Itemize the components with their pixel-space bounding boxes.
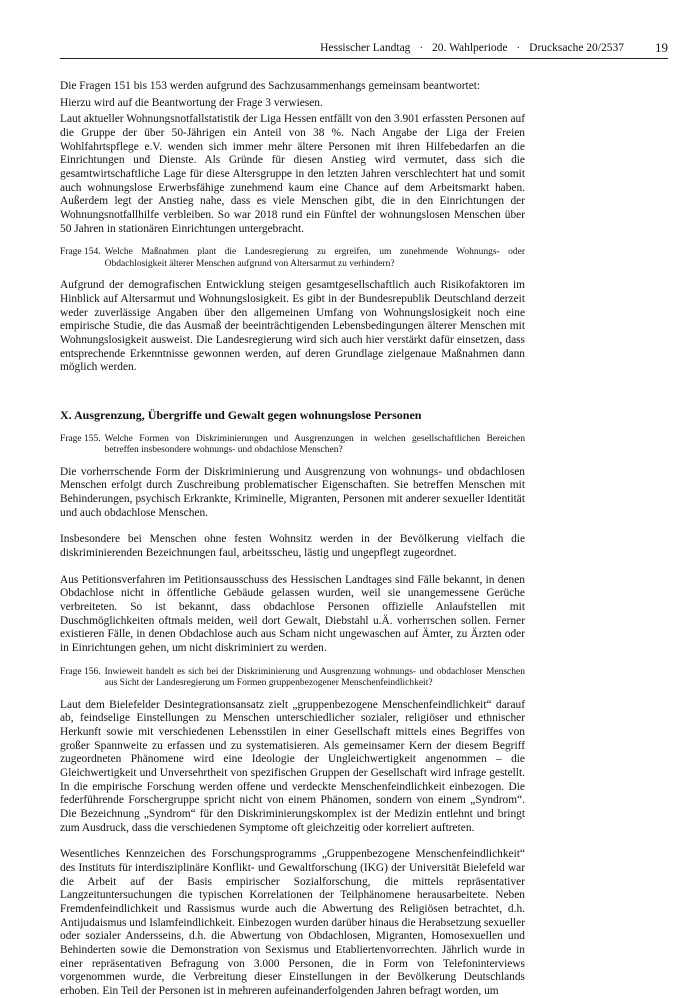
question-text: Welche Formen von Diskriminierungen und Ausgrenzungen in welchen gesellschaftlichen Bereichen betreffen insbesondere wohnungs- und obdachlose Menschen? [104, 433, 525, 456]
paragraph: Aufgrund der demografischen Entwicklung steigen gesamtgesellschaftlich auch Risikofaktoren im Hinblick auf Altersarmut und Wohnungslosigkeit. Es gibt in der Bundesrepublik Deutschland derzeit weder zuverlässige Angaben über den allgemeinen Umfang von Wohnungslosigkeit noch eine empirische Studie, die das Ausmaß der beeinträchtigenden Lebensbedingungen älterer Menschen mit Wohnungslosigkeit ausweist. Die Landesregierung wird sich auch hier verstärkt dafür einsetzen, dass entsprechende Erkenntnisse gewonnen werden, auf deren Grundlage zielgenaue Maßnahmen dann möglich werden. [60, 279, 525, 374]
question-text: Inwieweit handelt es sich bei der Diskriminierung und Ausgrenzung wohnungs- und obdachloser Menschen aus Sicht der Landesregierung um Formen gruppenbezogener Menschenfeindlichkeit? [104, 666, 525, 689]
document-body [60, 80, 525, 998]
page-header [60, 40, 668, 60]
section-heading: X. Ausgrenzung, Übergriffe und Gewalt gegen wohnungslose Personen [60, 407, 422, 422]
header-source: Hessischer Landtag [320, 42, 411, 54]
question-label: Frage 155. [60, 433, 101, 444]
question-label: Frage 156. [60, 666, 101, 677]
question-155 [60, 434, 525, 457]
header-separator: · [516, 42, 521, 54]
question-text: Welche Maßnahmen plant die Landesregierung zu ergreifen, um zunehmende Wohnungs- oder Obdachlosigkeit älterer Menschen aufgrund von Altersarmut zu verhindern? [104, 247, 525, 269]
page-number: 19 [655, 40, 668, 55]
paragraph: Die vorherrschende Form der Diskriminierung und Ausgrenzung von wohnungs- und obdachlosen Menschen erfolgt durch Zuschreibung problematischer Eigenschaften. Sie betreffen Menschen mit Behinderungen, psychisch Erkrankte, Kriminelle, Migranten, Personen mit anderer sexueller Identität und auch obdachlose Menschen. [60, 465, 525, 519]
header-document-number: Drucksache 20/2537 [529, 42, 624, 54]
question-154 [60, 247, 525, 270]
paragraph: Laut dem Bielefelder Desintegrationsansatz zielt „gruppenbezogene Menschenfeindlichkeit“ darauf ab, feindselige Einstellungen zu Menschen unterschiedlicher sozialer, religiöser und ethnischer Herkunft sowie mit verschiedenen Lebensstilen in einer Gesellschaft mittels eines Begriffes von großer Spannweite zu erfassen und zu systematisieren. Als gemeinsamer Kern der diesem Begriff zugeordneten Phänomene wird eine Ideologie der Ungleichwertigkeit angenommen – die Gleichwertigkeit und Unversehrtheit von spezifischen Gruppen der Gesellschaft wird infrage gestellt. In die empirische Forschung werden offene und verdeckte Menschenfeindlichkeit einbezogen. Die federführende Forschergruppe spricht nicht von einem Phänomen, sondern von einem „Syndrom“. Die Bezeichnung „Syndrom“ für den Diskriminierungskomplex ist der Medizin entlehnt und bringt zum Ausdruck, dass die verschiedenen Symptome oft gleichzeitig oder korreliert auftreten. [60, 698, 525, 834]
header-info [320, 42, 624, 54]
header-divider [60, 58, 668, 59]
paragraph: Die Fragen 151 bis 153 werden aufgrund des Sachzusammenhangs gemeinsam beantwortet: [60, 80, 481, 92]
paragraph: Aus Petitionsverfahren im Petitionsausschuss des Hessischen Landtages sind Fälle bekannt, in denen Obdachlose nicht in öffentliche Gebäude gelassen wurden, weil sie unangemessene Gerüche verbreiteten. So ist bekannt, dass obdachlose Personen offizielle Anlaufstellen mit Duschmöglichkeiten oftmals meiden, weil dort Gewalt, Diebstahl u.Ä. vorherrschen sollen. Ferner existieren Fälle, in denen Obdachlose auch aus Scham nicht ungewaschen auf Ämter, zu Ärzten oder in Einrichtungen gehen, um nicht diskriminiert zu werden. [60, 573, 525, 655]
header-period: 20. Wahlperiode [432, 42, 508, 54]
paragraph: Laut aktueller Wohnungsnotfallstatistik der Liga Hessen entfällt von den 3.901 erfassten Personen auf die Gruppe der über 50-Jährigen ein Anteil von 38 %. Nach Angabe der Liga der Freien Wohlfahrtspflege e.V. wenden sich immer mehr ältere Personen mit ihren Hilfebedarfen an die Einrichtungen und Dienste. Als Gründe für diesen Anstieg wird vermutet, dass sich die gesamtwirtschaftliche Lage für diese Altersgruppe in den letzten Jahren verschlechtert hat und somit auch wohnungslose Erwerbsfähige zunehmend kaum eine Chance auf dem Arbeitsmarkt haben. Außerdem legt der Anstieg nahe, dass es viele Menschen gibt, die in den Einrichtungen der Wohnungsnotfallhilfe verbleiben. So war 2018 rund ein Fünftel der wohnungslosen Menschen über 50 Jahren in stationären Einrichtungen untergebracht. [60, 113, 525, 235]
question-label: Frage 154. [60, 247, 101, 258]
question-156 [60, 667, 525, 690]
paragraph: Insbesondere bei Menschen ohne festen Wohnsitz werden in der Bevölkerung vielfach die diskriminierenden Bezeichnungen faul, arbeitsscheu, lästig und ungepflegt zugeordnet. [60, 533, 525, 560]
paragraph: Wesentliches Kennzeichen des Forschungsprogramms „Gruppenbezogene Menschenfeindlichkeit“ des Instituts für interdisziplinäre Konflikt- und Gewaltforschung (IKG) der Universität Bielefeld war die Arbeit auf der Basis empirischer Sozialforschung, die mittels repräsentativer Langzeituntersuchungen die typischen Korrelationen der Teilphänomene herausarbeitete. Neben Fremdenfeindlichkeit und Rassismus wurde auch die Abwertung des Religiösen betrachtet, d.h. Antijudaismus und Islamfeindlichkeit. Einbezogen wurden darüber hinaus die Herabsetzung sexueller oder sozialer Andersseins, d.h. die Abwertung von Obdachlosen, Migranten, Homosexuellen und Behinderten sowie die Demonstration von Sexismus und Etabliertenvorrechten. Jährlich wurde in einer repräsentativen Befragung von 3.000 Personen, die in Form von Telefoninterviews vorgenommen wurde, die Verbreitung dieser Einstellungen in der Bevölkerung Deutschlands erhoben. Ein Teil der Personen ist in mehreren aufeinanderfolgenden Jahren befragt worden, um [60, 848, 525, 997]
header-separator: · [419, 42, 424, 54]
paragraph: Hierzu wird auf die Beantwortung der Frage 3 verwiesen. [60, 96, 323, 109]
